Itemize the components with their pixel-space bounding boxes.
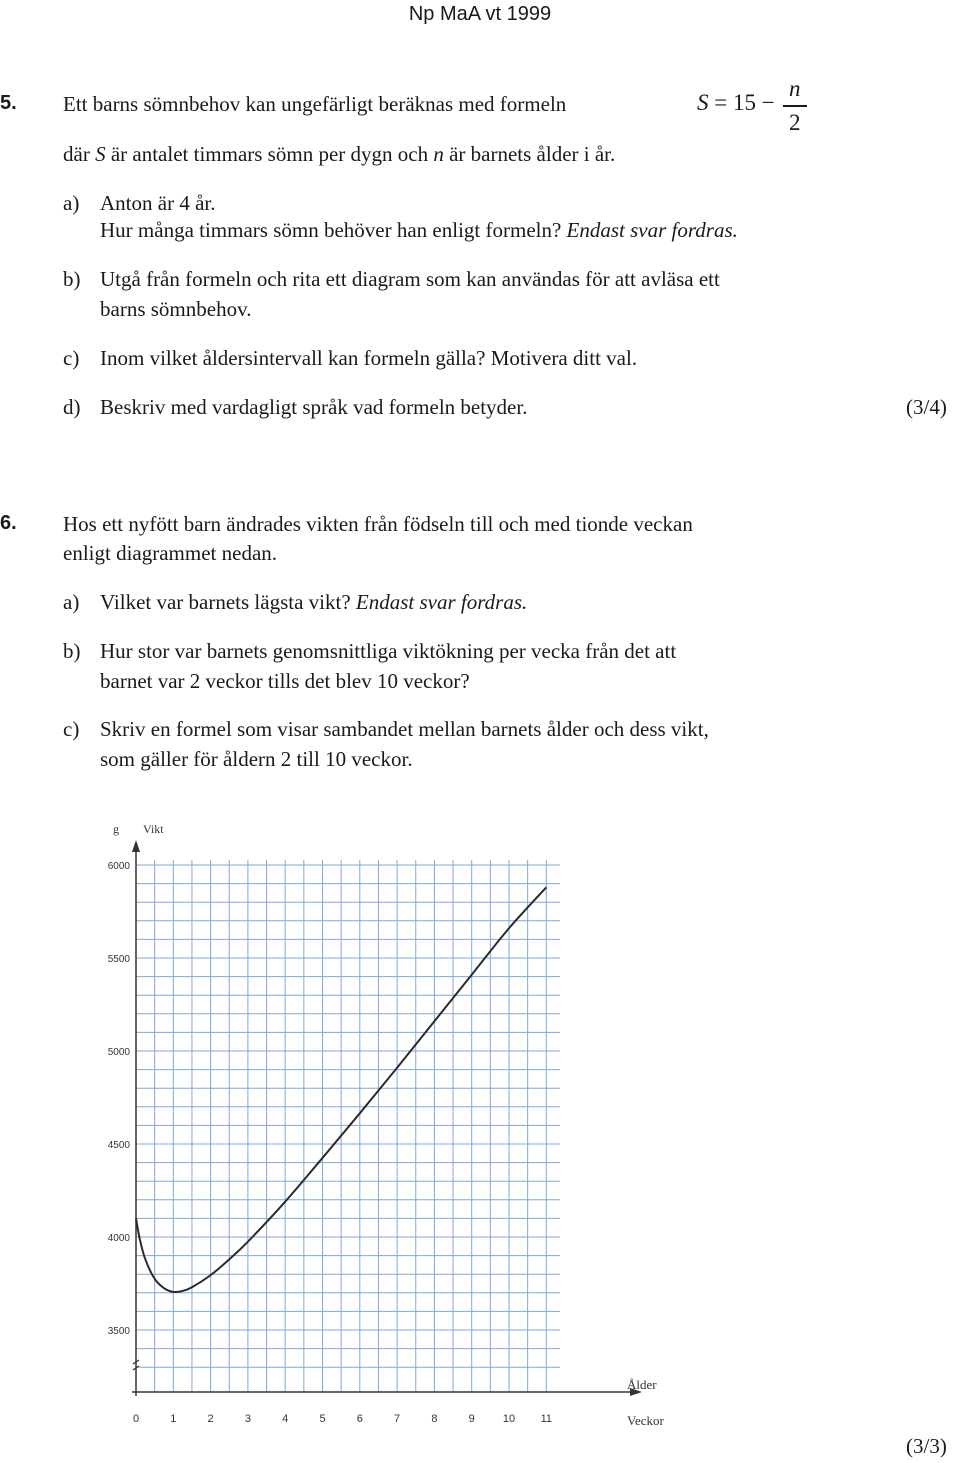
q6-intro-line-1: Hos ett nyfött barn ändrades vikten från födseln till och med tionde veckan [63,512,693,536]
formula-numerator: n [789,76,801,101]
q5-intro-text: Ett barns sömnbehov kan ungefärligt beräknas med formeln [63,92,567,116]
x-tick-label: 8 [431,1413,438,1425]
q6-intro-line-2: enligt diagrammet nedan. [63,541,278,565]
q5-a-text-2: Hur många timmars sömn behöver han enligt formeln? [100,218,562,242]
x-tick-label: 3 [244,1413,251,1425]
question-5-number: 5. [0,92,17,114]
q6-score: (3/3) [906,1434,947,1458]
y-tick-label: 3500 [107,1326,130,1337]
x-tick-label: 0 [132,1413,140,1425]
formula-mid: = 15 − [714,90,775,115]
x-tick-label: 9 [468,1413,475,1425]
q5-a-text-1: Anton är 4 år. [100,191,216,215]
q5-intro-b2: är antalet timmars sömn per dygn och [110,142,429,166]
q6-a-text-1: Vilket var barnets lägsta vikt? [100,590,351,614]
q6-a-note: Endast svar fordras. [355,590,528,614]
question-6-number: 6. [0,512,17,534]
q5-b-line-2: barns sömnbehov. [100,297,252,321]
q6-a-label: a) [63,590,80,614]
y-tick-label: 5500 [107,954,130,965]
x-axis-label-bottom: Veckor [627,1413,664,1428]
q6-b-line-2: barnet var 2 veckor tills det blev 10 veckor? [100,669,470,693]
y-tick-label: 6000 [107,861,130,872]
q5-var-s: S [95,142,106,166]
q5-a-note: Endast svar fordras. [566,218,738,242]
x-tick-label: 4 [282,1413,289,1425]
q6-b-text-1: Hur stor var barnets genomsnittliga viktökning per vecka från det att [100,639,677,663]
q5-b-label: b) [63,267,81,291]
formula-denominator: 2 [789,110,801,135]
y-unit-label: g [113,822,119,836]
q5-c-label: c) [63,346,80,370]
q5-intro-b3: är barnets ålder i år. [449,142,616,166]
y-tick-label: 4000 [107,1233,130,1244]
x-tick-label: 5 [319,1413,326,1425]
q6-c-line-2: som gäller för åldern 2 till 10 veckor. [100,747,413,771]
q5-d-label: d) [63,395,81,419]
x-tick-label: 6 [356,1413,363,1425]
q5-intro-b1: där [63,142,90,166]
q5-c-text-1: Inom vilket åldersintervall kan formeln gälla? Motivera ditt val. [100,346,638,370]
q6-c-text-1: Skriv en formel som visar sambandet mellan barnets ålder och dess vikt, [100,717,709,741]
y-axis-arrow [132,840,140,852]
q6-c-label: c) [63,717,80,741]
x-tick-label: 11 [540,1413,553,1425]
x-tick-label: 10 [502,1413,516,1425]
x-tick-label: 7 [394,1413,401,1425]
x-tick-label: 2 [207,1413,214,1425]
q5-d-text-1: Beskriv med vardagligt språk vad formeln betyder. [100,395,528,419]
y-tick-label: 5000 [107,1047,130,1058]
q5-a-label: a) [63,191,80,215]
y-axis-label: Vikt [143,822,164,836]
q6-b-label: b) [63,639,81,663]
formula-lhs: S [697,90,709,115]
y-tick-label: 4500 [107,1140,130,1151]
q5-b-text-1: Utgå från formeln och rita ett diagram som kan användas för att avläsa ett [100,267,720,291]
page-header: Np MaA vt 1999 [408,3,552,25]
q5-score: (3/4) [906,395,947,419]
x-tick-label: 1 [170,1413,177,1425]
x-axis-label-top: Ålder [627,1377,657,1392]
q5-var-n: n [433,142,444,166]
